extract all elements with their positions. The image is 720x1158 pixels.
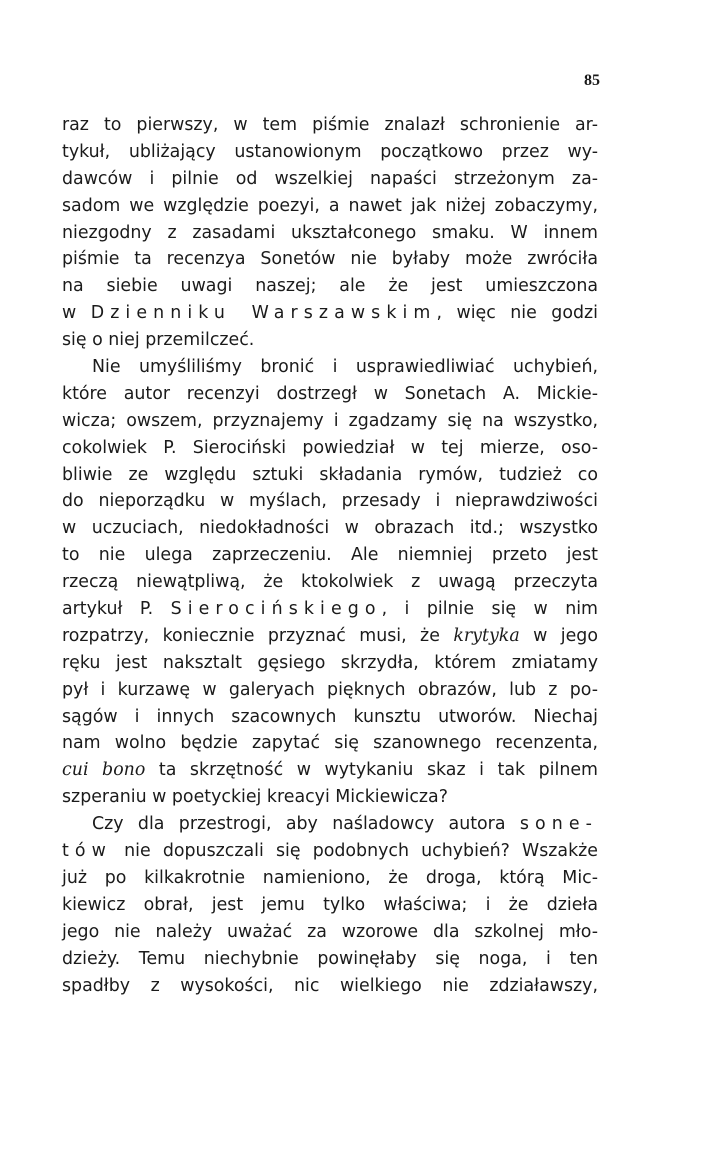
text-line xyxy=(62,435,598,462)
text-segment: cokolwiek P. Sierociński powiedział w tej mierze, oso- xyxy=(62,437,598,458)
text-segment: artykuł P. xyxy=(62,599,171,620)
text-segment: w jego xyxy=(519,625,598,646)
text-line xyxy=(62,811,598,838)
text-segment: kiewicz obrał, jest jemu tylko właściwa; i że dzieła xyxy=(62,894,598,915)
text-line xyxy=(62,139,598,166)
text-segment: rzeczą niewątpliwą, że ktokolwiek z uwagą przeczyta xyxy=(62,572,598,593)
text-line xyxy=(62,354,598,381)
page-number: 85 xyxy=(584,72,600,89)
italic-emphasis: krytyka xyxy=(453,625,520,646)
spaced-emphasis: Dzienniku Warszawskim xyxy=(90,303,437,324)
text-segment: na siebie uwagi naszej; ale że jest umieszczona xyxy=(62,276,598,297)
text-line xyxy=(62,730,598,757)
text-line xyxy=(62,381,598,408)
text-line xyxy=(62,677,598,704)
text-segment: do nieporządku w myślach, przesady i nieprawdziwości xyxy=(62,491,598,512)
text-line xyxy=(62,650,598,677)
spaced-emphasis: Sierocińskiego xyxy=(170,599,382,620)
text-segment: jego nie należy uważać za wzorowe dla szkolnej mło- xyxy=(62,921,598,942)
text-segment: pył i kurzawę w galeryach pięknych obrazów, lub z po- xyxy=(62,679,598,700)
text-segment: bliwie ze względu sztuki składania rymów, tudzież co xyxy=(62,464,598,485)
text-line xyxy=(62,973,598,1000)
text-segment: piśmie ta recenzya Sonetów nie byłaby może zwróciła xyxy=(62,249,598,270)
text-line xyxy=(62,246,598,273)
text-segment: niezgodny z zasadami ukształconego smaku. W innem xyxy=(62,222,598,243)
text-segment: dzieży. Temu niechybnie powinęłaby się noga, i ten xyxy=(62,948,598,969)
text-line xyxy=(62,408,598,435)
text-segment: tykuł, ubliżający ustanowionym początkowo przez wy- xyxy=(62,141,598,162)
text-line xyxy=(62,892,598,919)
text-line xyxy=(62,946,598,973)
text-segment: już po kilkakrotnie namieniono, że droga, którą Mic- xyxy=(62,867,598,888)
text-segment: spadłby z wysokości, nic wielkiego nie zdziaławszy, xyxy=(62,975,598,996)
text-line xyxy=(62,784,598,811)
text-segment: w uczuciach, niedokładności w obrazach itd.; wszystko xyxy=(62,518,598,539)
text-line xyxy=(62,704,598,731)
text-segment: dawców i pilnie od wszelkiej napaści strzeżonym za- xyxy=(62,168,598,189)
text-line xyxy=(62,919,598,946)
text-segment: rozpatrzy, koniecznie przyznać musi, że xyxy=(62,625,454,646)
text-line xyxy=(62,220,598,247)
text-line xyxy=(62,838,598,865)
text-segment: które autor recenzyi dostrzegł w Sonetach A. Mickie- xyxy=(62,383,598,404)
text-line xyxy=(62,596,598,623)
text-segment: to nie ulega zaprzeczeniu. Ale niemniej przeto jest xyxy=(62,545,598,566)
text-line xyxy=(62,193,598,220)
italic-emphasis: cui bono xyxy=(62,760,146,781)
text-segment: nam wolno będzie zapytać się szanownego recenzenta, xyxy=(62,733,598,754)
text-segment: sadom we względzie poezyi, a nawet jak niżej zobaczymy, xyxy=(62,195,598,216)
text-line xyxy=(62,542,598,569)
text-segment: szperaniu w poetyckiej kreacyi Mickiewicza? xyxy=(62,787,448,808)
text-line xyxy=(62,515,598,542)
text-segment: ręku jest naksztalt gęsiego skrzydła, którem zmiatamy xyxy=(62,652,598,673)
text-line xyxy=(62,865,598,892)
text-line xyxy=(62,166,598,193)
text-segment: nie dopuszczali się podobnych uchybień? Wszakże xyxy=(111,841,598,862)
spaced-emphasis: tów xyxy=(62,841,112,862)
text-segment: się o niej przemilczeć. xyxy=(62,330,255,351)
text-line xyxy=(62,327,598,354)
text-line xyxy=(62,623,598,650)
body-text xyxy=(62,112,598,999)
text-line xyxy=(62,757,598,784)
text-line xyxy=(62,112,598,139)
text-line xyxy=(62,488,598,515)
text-segment: wicza; owszem, przyznajemy i zgadzamy się na wszystko, xyxy=(62,410,598,431)
text-line xyxy=(62,273,598,300)
text-line xyxy=(62,462,598,489)
text-segment: Nie umyśliliśmy bronić i usprawiedliwiać uchybień, xyxy=(92,357,598,378)
text-line xyxy=(62,569,598,596)
spaced-emphasis: sone- xyxy=(519,814,598,835)
text-line xyxy=(62,300,598,327)
text-segment: ta skrzętność w wytykaniu skaz i tak pilnem xyxy=(145,760,598,781)
text-segment: Czy dla przestrogi, aby naśladowcy autora xyxy=(92,814,520,835)
text-segment: , i pilnie się w nim xyxy=(381,599,598,620)
text-segment: sągów i innych szacownych kunsztu utworów. Niechaj xyxy=(62,706,598,727)
text-segment: , więc nie godzi xyxy=(436,303,598,324)
text-segment: raz to pierwszy, w tem piśmie znalazł schronienie ar- xyxy=(62,115,598,135)
text-segment: w xyxy=(62,303,91,324)
